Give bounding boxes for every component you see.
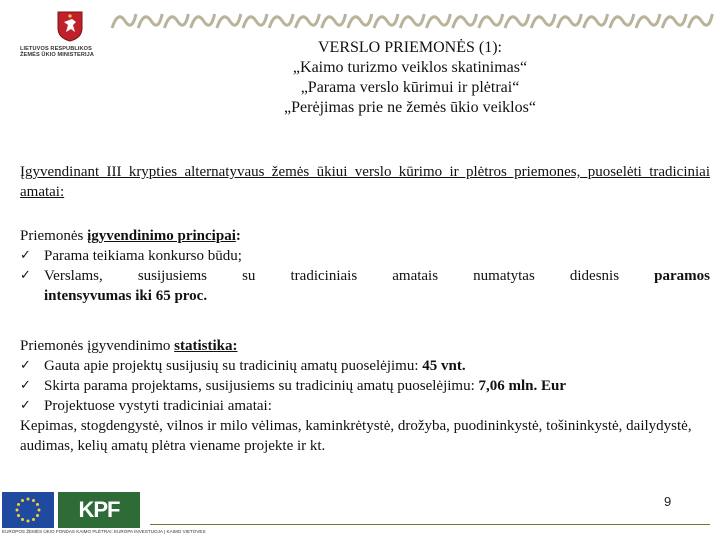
- item-text: Projektuose vystyti tradiciniai amatai:: [44, 398, 272, 414]
- ministry-logo: [20, 10, 132, 72]
- footer-divider: [150, 524, 710, 525]
- checkmark-icon: ✓: [20, 378, 31, 393]
- list-item: [20, 266, 710, 306]
- principles-list: [20, 246, 710, 306]
- ministry-name-line: LIETUVOS RESPUBLIKOS: [20, 46, 92, 52]
- title-line: „Perėjimas prie ne žemės ūkio veiklos“: [284, 99, 536, 116]
- decorative-ornament-border: [108, 8, 716, 34]
- principles-section: [20, 226, 710, 306]
- coat-of-arms-icon: [56, 10, 84, 42]
- item-text: Skirta parama projektams, susijusiems su tradicinių amatų puoselėjimu:: [44, 378, 479, 394]
- ministry-name-line: ŽEMĖS ŪKIO MINISTERIJA: [20, 52, 94, 59]
- item-bold-text: paramos: [654, 268, 710, 284]
- title-line: „Parama verslo kūrimui ir plėtrai“: [300, 79, 520, 96]
- item-bold-text: intensyvumas iki 65 proc.: [44, 288, 208, 304]
- item-text-justified: [44, 266, 710, 286]
- statistics-section: [20, 336, 710, 456]
- title-line: VERSLO PRIEMONĖS (1):: [317, 39, 502, 56]
- statistics-list: [20, 356, 710, 416]
- page-number: 9: [664, 494, 672, 509]
- item-text: Parama teikiama konkurso būdu;: [44, 248, 242, 264]
- logo-caption: EUROPOS ŽEMĖS ŪKIO FONDAS KAIMO PLĖTRAI: EUROPA INVESTUOJA Į KAIMO VIETOVES: [2, 529, 206, 534]
- eu-stars-icon: [2, 492, 54, 528]
- heading-colon: :: [235, 228, 241, 244]
- kpf-logo: KPF: [58, 492, 140, 528]
- checkmark-icon: ✓: [20, 358, 31, 373]
- statistics-heading: [20, 336, 710, 356]
- heading-underlined: įgyvendinimo principai: [87, 228, 236, 244]
- item-value: 45 vnt.: [422, 358, 466, 374]
- checkmark-icon: ✓: [20, 268, 31, 283]
- list-item: [20, 396, 710, 416]
- checkmark-icon: ✓: [20, 248, 31, 263]
- list-item: [20, 376, 710, 396]
- ministry-name: [20, 46, 132, 59]
- crafts-list-text: Kepimas, stogdengystė, vilnos ir milo vėlimas, kaminkrėtystė, drožyba, puodininkystė, tošininkystė, dailydystė, audimas, kelių amatų plėtra viename projekte ir kt.: [20, 418, 692, 454]
- item-value: 7,06 mln. Eur: [478, 378, 567, 394]
- heading-underlined: statistika:: [174, 338, 238, 354]
- slide-title: [200, 38, 620, 118]
- title-line: „Kaimo turizmo veiklos skatinimas“: [292, 59, 528, 76]
- item-text: Gauta apie projektų susijusių su tradicinių amatų puoselėjimu:: [44, 358, 423, 374]
- list-item: [20, 356, 710, 376]
- intro-paragraph: Įgyvendinant III krypties alternatyvaus žemės ūkiui verslo kūrimo ir plėtros priemones, puoselėti tradiciniai amatai:: [20, 164, 710, 200]
- item-text: Verslams, susijusiems su tradiciniais amatais numatytas didesnis: [44, 268, 620, 284]
- list-item: [20, 246, 710, 266]
- principles-heading: [20, 226, 710, 246]
- eu-flag-logo: [2, 492, 54, 528]
- heading-text: Priemonės įgyvendinimo: [20, 338, 175, 354]
- checkmark-icon: ✓: [20, 398, 31, 413]
- heading-text: Priemonės: [20, 228, 88, 244]
